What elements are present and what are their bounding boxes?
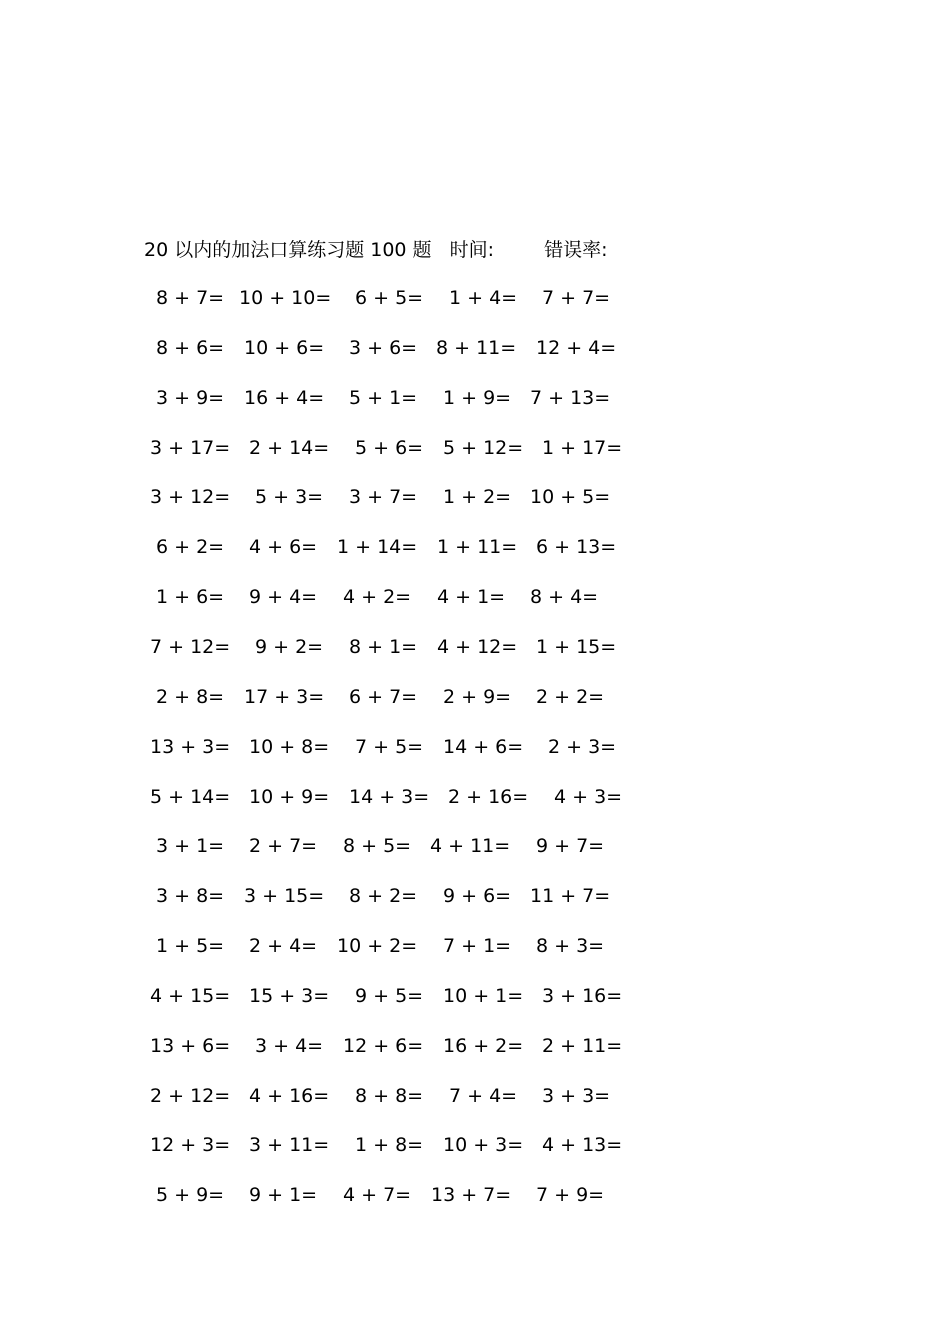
problem-item: 8 + 3= — [536, 935, 605, 957]
problem-item: 1 + 6= — [156, 586, 225, 608]
problem-item: 11 + 7= — [530, 885, 611, 907]
problem-item: 10 + 9= — [249, 786, 330, 808]
problem-item: 4 + 2= — [343, 586, 412, 608]
problem-item: 7 + 4= — [449, 1085, 518, 1107]
problem-item: 8 + 2= — [349, 885, 418, 907]
problem-item: 12 + 3= — [150, 1134, 231, 1156]
problem-item: 3 + 6= — [349, 337, 418, 359]
problem-item: 3 + 15= — [244, 885, 325, 907]
problem-item: 1 + 11= — [437, 536, 518, 558]
problem-item: 10 + 1= — [443, 985, 524, 1007]
worksheet-title: 20 以内的加法口算练习题 100 题 — [144, 239, 432, 261]
problem-item: 3 + 4= — [255, 1035, 324, 1057]
problem-item: 2 + 3= — [548, 736, 617, 758]
problem-item: 2 + 11= — [542, 1035, 623, 1057]
problem-item: 10 + 3= — [443, 1134, 524, 1156]
problem-item: 14 + 6= — [443, 736, 524, 758]
problem-item: 6 + 13= — [536, 536, 617, 558]
problem-item: 3 + 9= — [156, 387, 225, 409]
problem-item: 12 + 6= — [343, 1035, 424, 1057]
problem-item: 2 + 14= — [249, 437, 330, 459]
problem-item: 1 + 8= — [355, 1134, 424, 1156]
problem-item: 4 + 1= — [437, 586, 506, 608]
problem-item: 13 + 7= — [431, 1184, 512, 1206]
problem-item: 2 + 7= — [249, 835, 318, 857]
problem-item: 9 + 2= — [255, 636, 324, 658]
problem-item: 3 + 3= — [542, 1085, 611, 1107]
problem-item: 7 + 13= — [530, 387, 611, 409]
problem-item: 3 + 1= — [156, 835, 225, 857]
problem-item: 17 + 3= — [244, 686, 325, 708]
problem-item: 8 + 4= — [530, 586, 599, 608]
time-label: 时间: — [449, 239, 495, 261]
problem-item: 5 + 6= — [355, 437, 424, 459]
problem-item: 7 + 12= — [150, 636, 231, 658]
problem-item: 5 + 9= — [156, 1184, 225, 1206]
problem-item: 14 + 3= — [349, 786, 430, 808]
problem-item: 4 + 6= — [249, 536, 318, 558]
problem-item: 3 + 8= — [156, 885, 225, 907]
problem-item: 3 + 12= — [150, 486, 231, 508]
problem-item: 6 + 7= — [349, 686, 418, 708]
problem-item: 4 + 15= — [150, 985, 231, 1007]
problem-item: 2 + 12= — [150, 1085, 231, 1107]
problem-item: 5 + 12= — [443, 437, 524, 459]
problem-item: 4 + 3= — [554, 786, 623, 808]
problem-item: 2 + 16= — [448, 786, 529, 808]
problem-item: 9 + 6= — [443, 885, 512, 907]
problem-item: 3 + 7= — [349, 486, 418, 508]
problem-item: 2 + 2= — [536, 686, 605, 708]
problem-item: 6 + 5= — [355, 287, 424, 309]
problem-item: 16 + 4= — [244, 387, 325, 409]
problem-item: 8 + 11= — [436, 337, 517, 359]
problem-item: 2 + 4= — [249, 935, 318, 957]
problem-item: 10 + 5= — [530, 486, 611, 508]
problem-item: 9 + 7= — [536, 835, 605, 857]
problem-item: 1 + 2= — [443, 486, 512, 508]
problem-item: 8 + 6= — [156, 337, 225, 359]
problem-item: 4 + 16= — [249, 1085, 330, 1107]
problem-item: 2 + 8= — [156, 686, 225, 708]
error-rate-label: 错误率: — [544, 239, 608, 261]
problem-item: 5 + 3= — [255, 486, 324, 508]
problem-item: 5 + 1= — [349, 387, 418, 409]
problem-item: 3 + 11= — [249, 1134, 330, 1156]
problem-item: 1 + 17= — [542, 437, 623, 459]
problem-item: 8 + 5= — [343, 835, 412, 857]
problem-item: 8 + 1= — [349, 636, 418, 658]
problem-item: 9 + 1= — [249, 1184, 318, 1206]
problem-item: 4 + 12= — [437, 636, 518, 658]
problem-item: 13 + 3= — [150, 736, 231, 758]
problem-item: 1 + 9= — [443, 387, 512, 409]
problem-item: 4 + 11= — [430, 835, 511, 857]
problem-item: 1 + 14= — [337, 536, 418, 558]
problem-item: 5 + 14= — [150, 786, 231, 808]
problem-item: 9 + 4= — [249, 586, 318, 608]
problem-item: 4 + 13= — [542, 1134, 623, 1156]
problem-item: 3 + 17= — [150, 437, 231, 459]
problem-item: 7 + 1= — [443, 935, 512, 957]
problem-item: 9 + 5= — [355, 985, 424, 1007]
problem-item: 6 + 2= — [156, 536, 225, 558]
problem-item: 8 + 8= — [355, 1085, 424, 1107]
problem-item: 1 + 5= — [156, 935, 225, 957]
problem-item: 13 + 6= — [150, 1035, 231, 1057]
problem-item: 16 + 2= — [443, 1035, 524, 1057]
problem-item: 12 + 4= — [536, 337, 617, 359]
problem-item: 10 + 2= — [337, 935, 418, 957]
problem-item: 1 + 4= — [449, 287, 518, 309]
problem-item: 10 + 6= — [244, 337, 325, 359]
problem-item: 2 + 9= — [443, 686, 512, 708]
problem-item: 10 + 8= — [249, 736, 330, 758]
problem-item: 4 + 7= — [343, 1184, 412, 1206]
problem-item: 8 + 7= — [156, 287, 225, 309]
problem-item: 7 + 7= — [542, 287, 611, 309]
problem-item: 1 + 15= — [536, 636, 617, 658]
problem-item: 3 + 16= — [542, 985, 623, 1007]
problem-item: 10 + 10= — [239, 287, 332, 309]
problem-item: 15 + 3= — [249, 985, 330, 1007]
problem-item: 7 + 9= — [536, 1184, 605, 1206]
problem-item: 7 + 5= — [355, 736, 424, 758]
